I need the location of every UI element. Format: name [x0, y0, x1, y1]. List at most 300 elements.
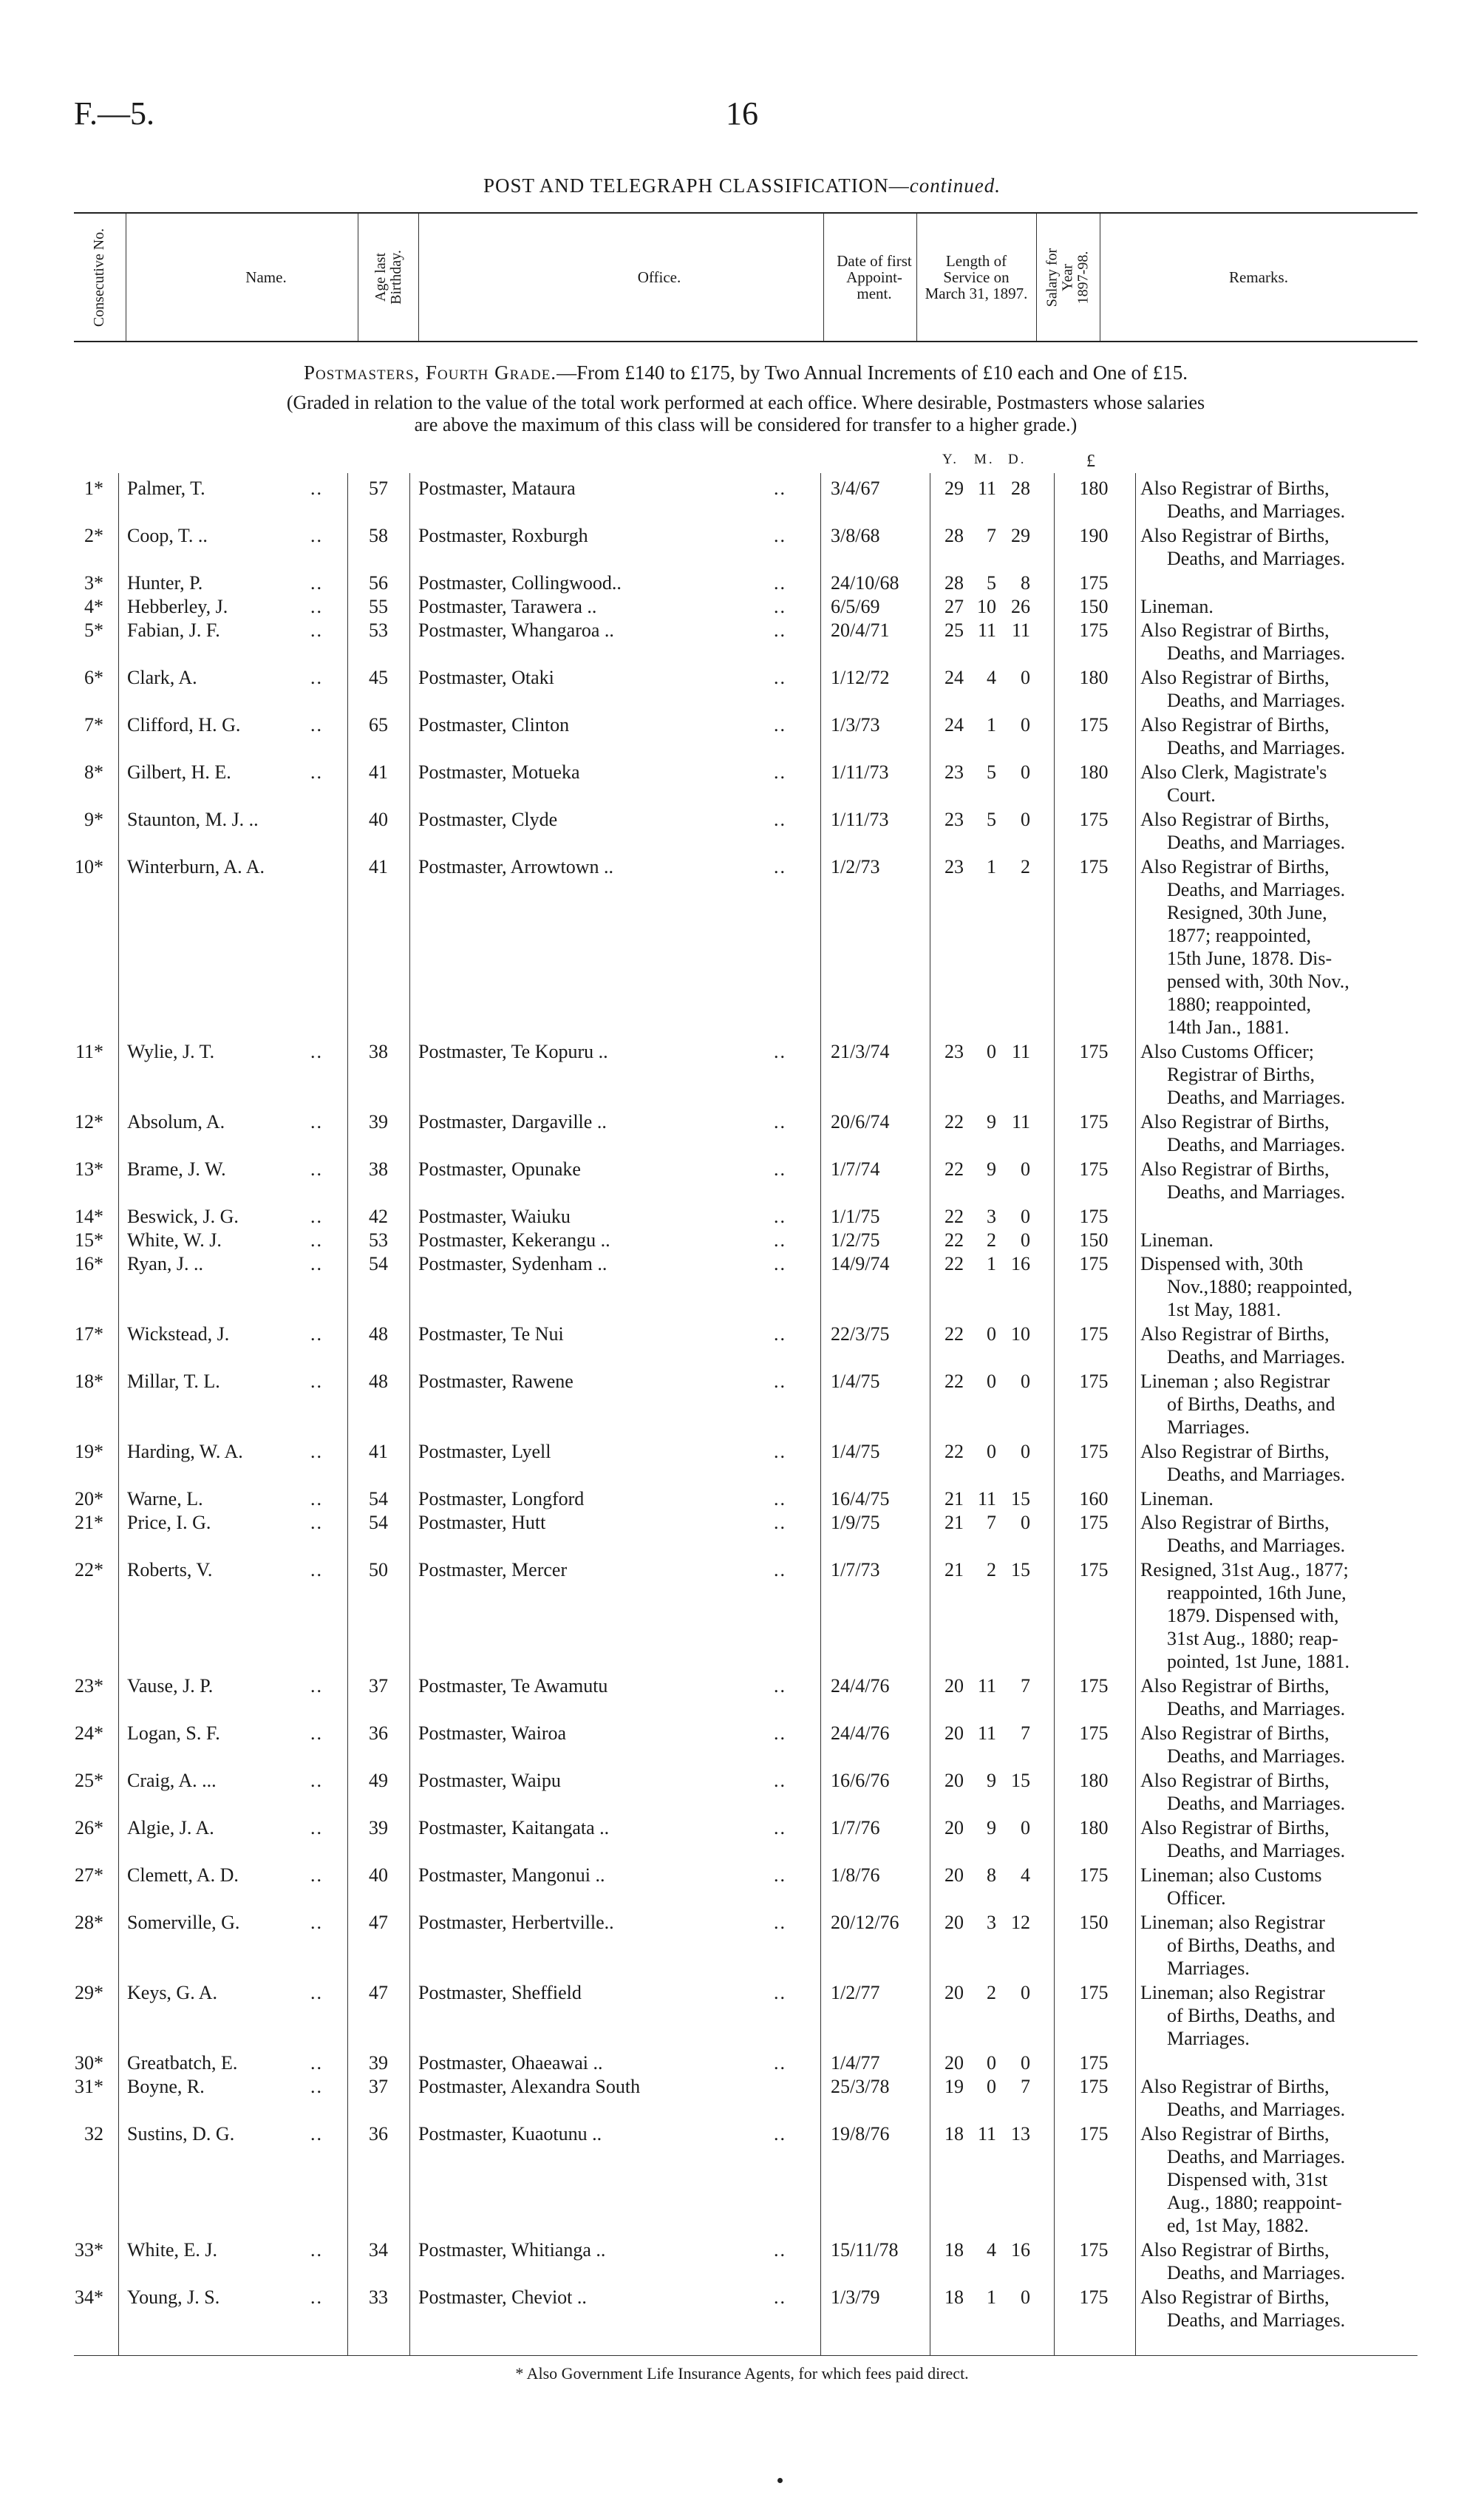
row-age: 47	[369, 1912, 388, 1933]
row-office-leader: ..	[774, 1982, 786, 2003]
row-date: 1/4/77	[831, 2052, 880, 2074]
row-date: 14/9/74	[831, 1253, 890, 1274]
remark-line: Deaths, and Marriages.	[1167, 1793, 1346, 1814]
row-no: 12*	[75, 1111, 103, 1133]
row-name-leader: ..	[310, 1559, 323, 1580]
remark-line: 1880; reappointed,	[1167, 994, 1311, 1015]
row-service-years: 18	[944, 2239, 964, 2261]
row-no: 32	[84, 2123, 103, 2145]
remark-line: Marriages.	[1167, 1416, 1250, 1438]
row-office: Postmaster, Alexandra South	[418, 2076, 641, 2097]
row-service-months: 11	[977, 2123, 996, 2145]
row-office: Postmaster, Sydenham ..	[418, 1253, 607, 1274]
remark-line: Also Registrar of Births,	[1140, 1770, 1330, 1791]
row-office-leader: ..	[774, 619, 786, 641]
row-salary: 175	[1079, 1982, 1109, 2003]
row-service-years: 24	[944, 714, 964, 736]
row-name: Clark, A.	[127, 667, 197, 688]
row-name: Hebberley, J.	[127, 596, 228, 617]
row-age: 48	[369, 1371, 388, 1392]
row-salary: 160	[1079, 1488, 1109, 1510]
row-no: 28*	[75, 1912, 103, 1933]
row-no: 8*	[84, 761, 103, 783]
row-name: Algie, J. A.	[127, 1817, 214, 1838]
row-date: 15/11/78	[831, 2239, 899, 2261]
row-salary: 175	[1079, 1111, 1109, 1133]
row-name: Warne, L.	[127, 1488, 203, 1510]
row-service-years: 21	[944, 1488, 964, 1510]
remark-line: Deaths, and Marriages.	[1167, 2099, 1346, 2120]
row-name-leader: ..	[310, 1158, 323, 1180]
remark-line: Deaths, and Marriages.	[1167, 2309, 1346, 2331]
row-office: Postmaster, Sheffield	[418, 1982, 582, 2003]
row-service-months: 9	[987, 1770, 996, 1791]
row-service-months: 7	[987, 1512, 996, 1533]
row-date: 24/10/68	[831, 572, 899, 594]
row-date: 1/3/73	[831, 714, 880, 736]
row-no: 29*	[75, 1982, 103, 2003]
row-age: 33	[369, 2286, 388, 2308]
remark-line: Also Registrar of Births,	[1140, 1675, 1330, 1697]
row-office: Postmaster, Waipu	[418, 1770, 561, 1791]
remark-line: of Births, Deaths, and	[1167, 1935, 1335, 1956]
remark-line: Aug., 1880; reappoint-	[1167, 2192, 1342, 2213]
row-service-years: 20	[944, 1817, 964, 1838]
row-service-months: 11	[977, 478, 996, 499]
row-service-years: 22	[944, 1371, 964, 1392]
remark-line: Dispensed with, 30th	[1140, 1253, 1304, 1274]
row-office-leader: ..	[774, 1912, 786, 1933]
row-salary: 180	[1079, 667, 1109, 688]
row-remarks	[1140, 1981, 1421, 2050]
row-service-days: 11	[1011, 619, 1030, 641]
row-office-leader: ..	[774, 478, 786, 499]
row-name: Clemett, A. D.	[127, 1864, 239, 1886]
header-office: Office.	[637, 268, 681, 286]
row-salary: 180	[1079, 478, 1109, 499]
row-salary: 175	[1079, 809, 1109, 830]
row-no: 16*	[75, 1253, 103, 1274]
row-name: Clifford, H. G.	[127, 714, 241, 736]
row-name: Keys, G. A.	[127, 1982, 218, 2003]
row-service-years: 18	[944, 2286, 964, 2308]
section-heading-range: —From £140 to £175, by Two Annual Increments of £10 each and One of £15.	[556, 361, 1188, 384]
row-service-years: 22	[944, 1441, 964, 1462]
header-name: Name.	[245, 268, 287, 286]
row-name-leader: ..	[310, 619, 323, 641]
row-no: 31*	[75, 2076, 103, 2097]
row-salary: 175	[1079, 572, 1109, 594]
row-service-days: 11	[1011, 1111, 1030, 1133]
row-service-years: 28	[944, 572, 964, 594]
row-name-leader: ..	[310, 1817, 323, 1838]
row-remarks	[1140, 1110, 1421, 1156]
row-office: Postmaster, Whitianga ..	[418, 2239, 606, 2261]
row-no: 15*	[75, 1229, 103, 1251]
row-salary: 180	[1079, 761, 1109, 783]
row-name: Boyne, R.	[127, 2076, 205, 2097]
row-age: 49	[369, 1770, 388, 1791]
row-service-years: 28	[944, 525, 964, 546]
row-age: 39	[369, 1817, 388, 1838]
row-name-leader: ..	[310, 1982, 323, 2003]
page-title	[0, 174, 1484, 197]
row-service-months: 5	[987, 809, 996, 830]
row-office-leader: ..	[774, 856, 786, 877]
row-service-days: 0	[1021, 1982, 1030, 2003]
row-office-leader: ..	[774, 667, 786, 688]
unit-years: Y.	[942, 452, 959, 467]
row-name-leader: ..	[310, 2076, 323, 2097]
row-service-years: 23	[944, 856, 964, 877]
remark-line: Deaths, and Marriages.	[1167, 548, 1346, 569]
row-service-days: 7	[1021, 1722, 1030, 1744]
row-office: Postmaster, Arrowtown ..	[418, 856, 613, 877]
row-age: 47	[369, 1982, 388, 2003]
row-salary: 175	[1079, 1206, 1109, 1227]
row-date: 20/6/74	[831, 1111, 890, 1133]
row-age: 56	[369, 572, 388, 594]
remark-line: Deaths, and Marriages.	[1167, 1464, 1346, 1485]
row-age: 41	[369, 856, 388, 877]
row-name: Somerville, G.	[127, 1912, 240, 1933]
row-office-leader: ..	[774, 1206, 786, 1227]
row-date: 1/3/79	[831, 2286, 880, 2308]
row-no: 23*	[75, 1675, 103, 1697]
row-service-days: 0	[1021, 2286, 1030, 2308]
row-name: Absolum, A.	[127, 1111, 225, 1133]
row-date: 16/4/75	[831, 1488, 890, 1510]
row-service-days: 11	[1011, 1041, 1030, 1062]
row-salary: 150	[1079, 1229, 1109, 1251]
row-service-years: 20	[944, 1770, 964, 1791]
row-salary: 175	[1079, 1253, 1109, 1274]
section-note-line-1: (Graded in relation to the value of the total work performed at each office. Where desirable, Postmasters whose salaries	[286, 392, 1205, 413]
remark-line: 15th June, 1878. Dis-	[1167, 948, 1332, 969]
row-name: Harding, W. A.	[127, 1441, 243, 1462]
row-service-days: 7	[1021, 1675, 1030, 1697]
remark-line: 1879. Dispensed with,	[1167, 1605, 1339, 1626]
row-office: Postmaster, Waiuku	[418, 1206, 571, 1227]
row-age: 50	[369, 1559, 388, 1580]
row-date: 21/3/74	[831, 1041, 890, 1062]
row-service-years: 22	[944, 1229, 964, 1251]
row-name-leader: ..	[310, 2286, 323, 2308]
row-office-leader: ..	[774, 1559, 786, 1580]
row-age: 36	[369, 2123, 388, 2145]
row-office: Postmaster, Rawene	[418, 1371, 573, 1392]
remark-line: pensed with, 30th Nov.,	[1167, 971, 1349, 992]
remark-line: Also Registrar of Births,	[1140, 525, 1330, 546]
remark-line: Deaths, and Marriages.	[1167, 2262, 1346, 2283]
row-service-years: 23	[944, 761, 964, 783]
row-no: 2*	[84, 525, 103, 546]
row-office-leader: ..	[774, 2052, 786, 2074]
row-office-leader: ..	[774, 1864, 786, 1886]
row-date: 24/4/76	[831, 1675, 890, 1697]
row-age: 58	[369, 525, 388, 546]
row-service-days: 0	[1021, 2052, 1030, 2074]
remark-line: Officer.	[1167, 1887, 1226, 1909]
row-office-leader: ..	[774, 596, 786, 617]
row-no: 27*	[75, 1864, 103, 1886]
row-service-months: 11	[977, 1722, 996, 1744]
row-office: Postmaster, Te Nui	[418, 1323, 564, 1345]
row-service-years: 27	[944, 596, 964, 617]
remark-line: 31st Aug., 1880; reap-	[1167, 1628, 1338, 1649]
row-service-days: 0	[1021, 1206, 1030, 1227]
row-remarks	[1140, 2238, 1421, 2284]
row-date: 20/4/71	[831, 619, 890, 641]
row-date: 1/8/76	[831, 1864, 880, 1886]
section-heading-grade: Postmasters, Fourth Grade.	[303, 361, 557, 384]
row-remarks	[1140, 1487, 1421, 1510]
row-salary: 175	[1079, 856, 1109, 877]
row-salary: 180	[1079, 1817, 1109, 1838]
row-name-leader: ..	[310, 2239, 323, 2261]
row-name: Craig, A. ...	[127, 1770, 217, 1791]
row-service-years: 22	[944, 1111, 964, 1133]
row-service-days: 28	[1011, 478, 1030, 499]
remark-line: Lineman.	[1140, 1229, 1214, 1251]
row-remarks	[1140, 1322, 1421, 1368]
row-salary: 175	[1079, 1323, 1109, 1345]
section-heading	[74, 361, 1417, 384]
row-no: 20*	[75, 1488, 103, 1510]
row-name-leader: ..	[310, 714, 323, 736]
row-age: 37	[369, 2076, 388, 2097]
row-office-leader: ..	[774, 1441, 786, 1462]
row-age: 54	[369, 1512, 388, 1533]
row-office-leader: ..	[774, 1512, 786, 1533]
row-name-leader: ..	[310, 1111, 323, 1133]
row-no: 14*	[75, 1206, 103, 1227]
row-remarks	[1140, 1252, 1421, 1321]
row-office: Postmaster, Clyde	[418, 809, 558, 830]
row-office: Postmaster, Kekerangu ..	[418, 1229, 610, 1251]
row-office: Postmaster, Clinton	[418, 714, 570, 736]
row-no: 13*	[75, 1158, 103, 1180]
row-date: 1/1/75	[831, 1206, 880, 1227]
row-remarks	[1140, 1558, 1421, 1673]
remark-line: Deaths, and Marriages.	[1167, 1840, 1346, 1861]
row-salary: 190	[1079, 525, 1109, 546]
row-name: White, W. J.	[127, 1229, 222, 1251]
row-service-months: 11	[977, 1488, 996, 1510]
row-office-leader: ..	[774, 1111, 786, 1133]
row-name: Palmer, T.	[127, 478, 205, 499]
row-office-leader: ..	[774, 1323, 786, 1345]
remark-line: Also Registrar of Births,	[1140, 1722, 1330, 1744]
row-date: 1/7/76	[831, 1817, 880, 1838]
row-name-leader: ..	[310, 761, 323, 783]
remark-line: Lineman; also Registrar	[1140, 1912, 1325, 1933]
remark-line: of Births, Deaths, and	[1167, 2005, 1335, 2026]
row-date: 1/4/75	[831, 1371, 880, 1392]
row-service-years: 22	[944, 1323, 964, 1345]
row-service-months: 3	[987, 1206, 996, 1227]
row-office: Postmaster, Kuaotunu ..	[418, 2123, 602, 2145]
remark-line: Deaths, and Marriages.	[1167, 642, 1346, 664]
row-date: 1/7/73	[831, 1559, 880, 1580]
row-name: Sustins, D. G.	[127, 2123, 235, 2145]
row-salary: 175	[1079, 714, 1109, 736]
row-service-months: 4	[987, 667, 996, 688]
row-name-leader: ..	[310, 1041, 323, 1062]
remark-line: Deaths, and Marriages.	[1167, 690, 1346, 711]
remark-line: Court.	[1167, 784, 1216, 806]
row-service-months: 2	[987, 1229, 996, 1251]
remark-line: Also Registrar of Births,	[1140, 809, 1330, 830]
remark-line: Deaths, and Marriages.	[1167, 1181, 1346, 1203]
row-office: Postmaster, Mataura	[418, 478, 576, 499]
footer-rule	[74, 2355, 1417, 2356]
row-date: 1/11/73	[831, 761, 889, 783]
remark-line: Also Registrar of Births,	[1140, 1441, 1330, 1462]
row-service-days: 12	[1011, 1912, 1030, 1933]
row-date: 19/8/76	[831, 2123, 890, 2145]
row-age: 54	[369, 1253, 388, 1274]
header-remarks: Remarks.	[1229, 268, 1288, 286]
row-salary: 175	[1079, 2239, 1109, 2261]
row-name: Roberts, V.	[127, 1559, 213, 1580]
row-office: Postmaster, Roxburgh	[418, 525, 588, 546]
row-name: Greatbatch, E.	[127, 2052, 238, 2074]
row-name-leader: ..	[310, 1722, 323, 1744]
row-remarks	[1140, 477, 1421, 523]
unit-days: D.	[1008, 452, 1027, 467]
row-service-days: 0	[1021, 1441, 1030, 1462]
row-office: Postmaster, Mangonui ..	[418, 1864, 605, 1886]
row-service-days: 10	[1011, 1323, 1030, 1345]
row-date: 1/12/72	[831, 667, 890, 688]
row-date: 3/4/67	[831, 478, 880, 499]
row-age: 40	[369, 1864, 388, 1886]
remark-line: Deaths, and Marriages.	[1167, 832, 1346, 853]
row-age: 55	[369, 596, 388, 617]
row-service-days: 0	[1021, 714, 1030, 736]
row-date: 1/2/73	[831, 856, 880, 877]
remark-line: Lineman; also Registrar	[1140, 1982, 1325, 2003]
row-name-leader: ..	[310, 1206, 323, 1227]
row-office-leader: ..	[774, 525, 786, 546]
row-service-months: 8	[987, 1864, 996, 1886]
remark-line: Deaths, and Marriages.	[1167, 500, 1346, 522]
row-age: 40	[369, 809, 388, 830]
remark-line: Registrar of Births,	[1167, 1064, 1315, 1085]
remark-line: Lineman; also Customs	[1140, 1864, 1322, 1886]
row-service-months: 3	[987, 1912, 996, 1933]
row-remarks	[1140, 1816, 1421, 1862]
row-remarks	[1140, 619, 1421, 665]
row-office-leader: ..	[774, 2286, 786, 2308]
remark-line: Also Clerk, Magistrate's	[1140, 761, 1327, 783]
row-salary: 175	[1079, 1559, 1109, 1580]
row-name-leader: ..	[310, 667, 323, 688]
row-service-months: 0	[987, 1323, 996, 1345]
row-age: 45	[369, 667, 388, 688]
row-service-months: 4	[987, 2239, 996, 2261]
row-age: 53	[369, 619, 388, 641]
row-salary: 175	[1079, 1512, 1109, 1533]
row-no: 19*	[75, 1441, 103, 1462]
row-office: Postmaster, Wairoa	[418, 1722, 567, 1744]
row-office-leader: ..	[774, 714, 786, 736]
row-service-years: 20	[944, 1912, 964, 1933]
row-salary: 175	[1079, 1041, 1109, 1062]
remark-line: Nov.,1880; reappointed,	[1167, 1276, 1353, 1297]
row-remarks	[1140, 1511, 1421, 1557]
row-name: Gilbert, H. E.	[127, 761, 231, 783]
row-remarks	[1140, 2075, 1421, 2121]
row-salary: 175	[1079, 619, 1109, 641]
row-office: Postmaster, Ohaeawai ..	[418, 2052, 603, 2074]
row-service-years: 22	[944, 1158, 964, 1180]
row-date: 1/7/74	[831, 1158, 880, 1180]
row-service-years: 20	[944, 2052, 964, 2074]
row-name: Vause, J. P.	[127, 1675, 214, 1697]
row-office: Postmaster, Te Kopuru ..	[418, 1041, 608, 1062]
row-no: 1*	[84, 478, 103, 499]
remark-line: Also Registrar of Births,	[1140, 1111, 1330, 1133]
row-service-months: 10	[977, 596, 996, 617]
remark-line: Deaths, and Marriages.	[1167, 737, 1346, 758]
row-office: Postmaster, Opunake	[418, 1158, 581, 1180]
row-service-days: 0	[1021, 1371, 1030, 1392]
row-remarks	[1140, 2122, 1421, 2237]
remark-line: Resigned, 30th June,	[1167, 902, 1327, 923]
row-salary: 175	[1079, 1675, 1109, 1697]
row-service-months: 0	[987, 2052, 996, 2074]
row-service-years: 24	[944, 667, 964, 688]
row-salary: 175	[1079, 2286, 1109, 2308]
remark-line: Also Registrar of Births,	[1140, 667, 1330, 688]
row-date: 1/2/77	[831, 1982, 880, 2003]
row-remarks	[1140, 761, 1421, 807]
remark-line: Dispensed with, 31st	[1167, 2169, 1328, 2190]
section-note-line-2: are above the maximum of this class will be considered for transfer to a higher grade.)	[414, 414, 1078, 435]
row-date: 1/9/75	[831, 1512, 880, 1533]
row-office-leader: ..	[774, 572, 786, 594]
row-name-leader: ..	[310, 1770, 323, 1791]
row-service-days: 0	[1021, 809, 1030, 830]
remark-line: Resigned, 31st Aug., 1877;	[1140, 1559, 1349, 1580]
row-service-days: 0	[1021, 667, 1030, 688]
row-office: Postmaster, Longford	[418, 1488, 585, 1510]
row-salary: 175	[1079, 1371, 1109, 1392]
row-service-months: 11	[977, 1675, 996, 1697]
row-no: 7*	[84, 714, 103, 736]
row-name: Logan, S. F.	[127, 1722, 220, 1744]
row-no: 3*	[84, 572, 103, 594]
row-salary: 175	[1079, 1864, 1109, 1886]
row-service-years: 29	[944, 478, 964, 499]
row-no: 9*	[84, 809, 103, 830]
row-age: 39	[369, 1111, 388, 1133]
row-office: Postmaster, Dargaville ..	[418, 1111, 607, 1133]
row-service-days: 29	[1011, 525, 1030, 546]
row-age: 34	[369, 2239, 388, 2261]
header-date: Date of first Appoint- ment.	[837, 252, 912, 302]
row-office: Postmaster, Whangaroa ..	[418, 619, 614, 641]
row-name: Ryan, J. ..	[127, 1253, 203, 1274]
row-name: Wylie, J. T.	[127, 1041, 215, 1062]
row-salary: 175	[1079, 2076, 1109, 2097]
row-service-months: 1	[987, 2286, 996, 2308]
remark-line: Lineman ; also Registrar	[1140, 1371, 1330, 1392]
row-name: Hunter, P.	[127, 572, 203, 594]
row-office-leader: ..	[774, 1488, 786, 1510]
